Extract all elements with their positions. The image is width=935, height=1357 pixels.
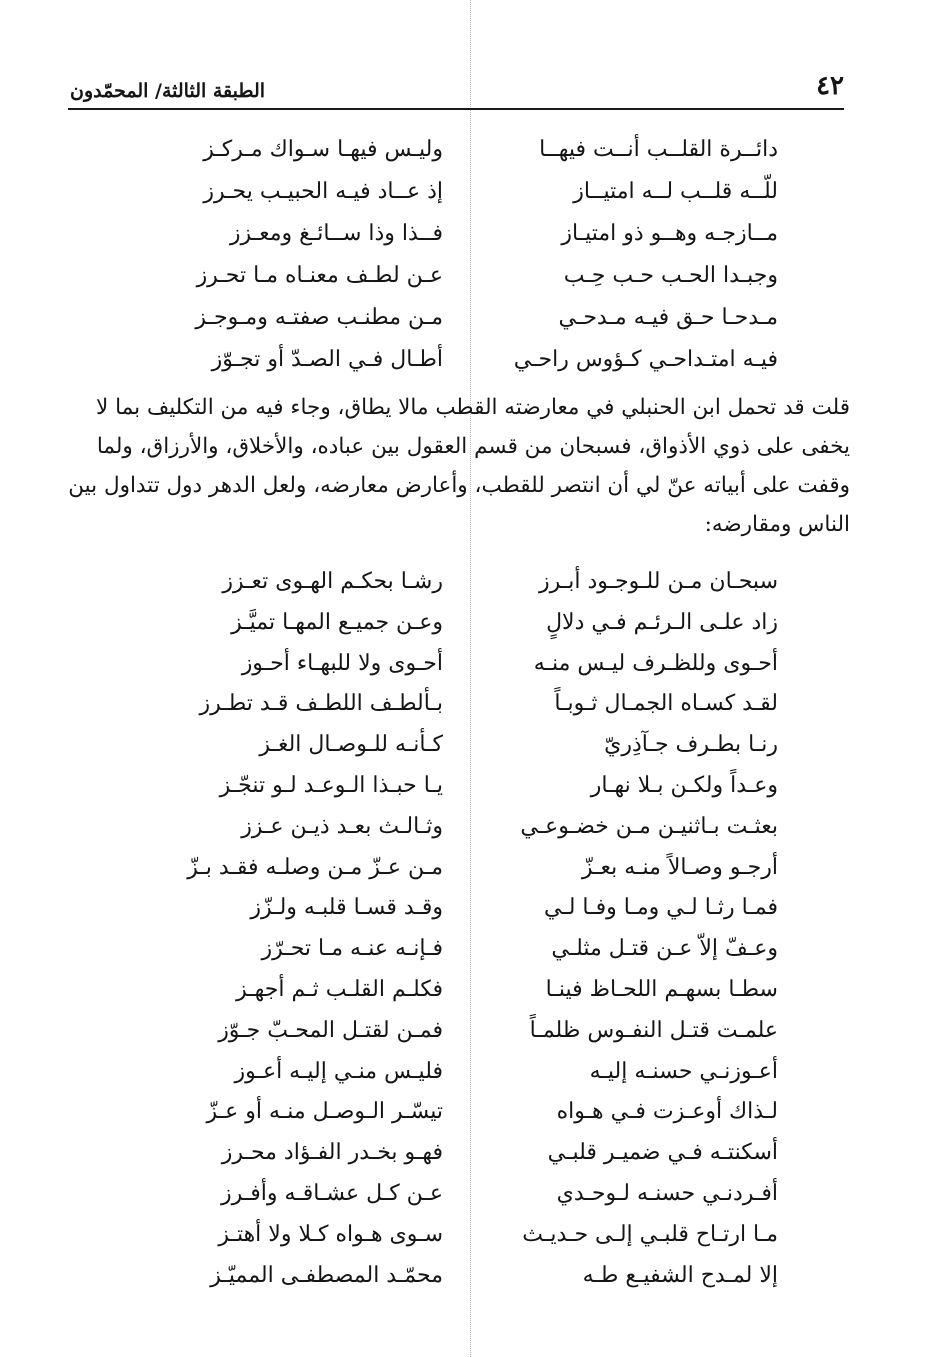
prose-paragraph (68, 388, 850, 544)
verse (118, 971, 818, 1012)
verse-first-hemistich: أحـوى وللظـرف ليـس منـه (533, 650, 778, 676)
running-title: الطبقة الثالثة/ المحمّدون (70, 80, 266, 102)
verse-second-hemistich: فمـن لقتـل المحـبّ جـوّز (218, 1017, 443, 1043)
verse-first-hemistich: وعـداً ولكـن بـلا نهـار (590, 772, 778, 798)
verse (118, 1012, 818, 1053)
verse (118, 726, 818, 767)
verse-first-hemistich: مــازجـه وهــو ذو امتيـاز (561, 221, 778, 246)
verse-second-hemistich: يـا حبـذا الـوعـد لـو تنجّـز (219, 772, 443, 798)
verse (118, 1216, 818, 1257)
verse (118, 849, 818, 890)
verse (118, 645, 818, 686)
prose-line: قلت قد تحمل ابن الحنبلي في معارضته القطب مالا يطاق، وجاء فيه من التكليف بما لا (96, 395, 850, 420)
verse-second-hemistich: إذ عــاد فيـه الحبيـب يحـرز (203, 179, 443, 204)
verse (118, 215, 818, 257)
prose-line: الناس ومقارضه: (704, 512, 850, 537)
verse (118, 1134, 818, 1175)
verse-second-hemistich: محمّـد المصطفـى المميّـز (210, 1262, 443, 1288)
verse-first-hemistich: بعثـت بـاثنيـن مـن خضـوعـي (520, 813, 778, 839)
verse (118, 563, 818, 604)
verse-second-hemistich: كـأنـه للـوصـال الغـز (259, 732, 443, 758)
verse-first-hemistich: أعـوزنـي حسنـه إليـه (589, 1058, 778, 1084)
verse-first-hemistich: فمـا رثـا لـي ومـا وفـا لـي (543, 895, 778, 921)
verse (118, 808, 818, 849)
verse-first-hemistich: أرجـو وصـالاً منـه بعـزّ (581, 854, 778, 880)
verse (118, 889, 818, 930)
verse-first-hemistich: سطـا بسهـم اللحـاظ فينـا (545, 976, 778, 1002)
verse (118, 930, 818, 971)
verse-second-hemistich: أحـوى ولا للبهـاء أحـوز (241, 650, 443, 676)
verse-first-hemistich: أسكنتـه فـي ضميـر قلبـي (547, 1140, 778, 1166)
verse-second-hemistich: فـإنـه عنـه مـا تحـرّز (261, 936, 443, 962)
verse-second-hemistich: فليـس منـي إليـه أعـوز (234, 1058, 443, 1084)
prose-line: وقفت على أبياته عنّ لي أن انتصر للقطب، وأعارض معارضه، ولعل الدهر دول تتداول بين (68, 473, 850, 498)
verse-second-hemistich: فهـو بخـدر الفـؤاد محـرز (221, 1140, 443, 1166)
verse-second-hemistich: بـألطـف اللطـف قـد تطـرز (199, 691, 443, 717)
verse-second-hemistich: سـوى هـواه كـلا ولا أهتـز (218, 1221, 443, 1247)
verse-second-hemistich: عـن كـل عشـاقـه وأفـرز (221, 1180, 443, 1206)
verse-first-hemistich: لقـد كسـاه الجمـال ثـوبـاً (554, 691, 778, 717)
verse (118, 299, 818, 341)
verse (118, 1257, 818, 1298)
verse (118, 1175, 818, 1216)
verse-second-hemistich: تيسّـر الـوصـل منـه أو عـزّ (206, 1099, 443, 1125)
prose-line: يخفى على ذوي الأذواق، فسبحان من قسم العقول بين عباده، والأخلاق، والأرزاق، ولما (96, 434, 850, 459)
verse (118, 257, 818, 299)
verse-second-hemistich: وثـالـث بعـد ذيـن عـزز (241, 813, 443, 839)
verse (118, 341, 818, 383)
verse-first-hemistich: فيـه امتـداحـي كـؤوس راحـي (513, 347, 778, 372)
verse (118, 173, 818, 215)
verse (118, 131, 818, 173)
verse (118, 1053, 818, 1094)
verse-first-hemistich: أفـردنـي حسنـه لـوحـدي (556, 1180, 778, 1206)
verse (118, 1093, 818, 1134)
verse-first-hemistich: مـدحـا حـق فيـه مـدحـي (558, 305, 778, 330)
verse (118, 767, 818, 808)
verse-second-hemistich: فــذا وذا ســائـغ ومعـزز (229, 221, 443, 246)
verse-first-hemistich: دائــرة القلــب أنــت فيهــا (539, 137, 778, 162)
poem-first (118, 131, 818, 383)
verse-second-hemistich: مـن عـزّ مـن وصلـه فقـد بـزّ (187, 854, 443, 880)
verse-first-hemistich: زاد علـى الـرئـم فـي دلالٍ (546, 609, 778, 635)
verse-first-hemistich: مـا ارتـاح قلبـي إلـى حـديـث (522, 1221, 778, 1247)
verse-first-hemistich: للّــه قلــب لــه امتيــاز (573, 179, 778, 204)
verse (118, 604, 818, 645)
verse-second-hemistich: مـن مطنـب صفتـه ومـوجـز (195, 305, 443, 330)
verse-first-hemistich: وعـفّ إلاّ عـن قتـل مثلـي (551, 936, 778, 962)
verse-second-hemistich: فكلـم القلـب ثـم أجهـز (236, 976, 443, 1002)
verse-first-hemistich: سبحـان مـن للـوجـود أبـرز (539, 569, 778, 594)
verse-first-hemistich: رنـا بطـرف جـآذِريّ (604, 732, 778, 758)
verse-second-hemistich: وليـس فيهـا سـواك مـركـز (203, 137, 443, 162)
verse-first-hemistich: لـذاك أوعـزت فـي هـواه (556, 1099, 778, 1125)
poem-second (118, 563, 818, 1297)
verse-second-hemistich: رشـا بحكـم الهـوى تعـزز (222, 569, 443, 594)
verse-second-hemistich: وقـد قسـا قلبـه ولـزّز (250, 895, 443, 921)
verse-first-hemistich: إلا لمـدح الشفيـع طـه (582, 1262, 778, 1288)
verse (118, 685, 818, 726)
page-number: ٤٢ (816, 71, 844, 101)
page-header (68, 70, 844, 110)
verse-second-hemistich: عـن لطـف معنـاه مـا تحـرز (196, 263, 443, 288)
verse-second-hemistich: أطـال فـي الصـدّ أو تجـوّز (211, 347, 443, 372)
verse-first-hemistich: علمـت قتـل النفـوس ظلمـاً (529, 1017, 778, 1043)
verse-first-hemistich: وجبـدا الحـب حـب حِـب (563, 263, 778, 288)
verse-second-hemistich: وعـن جميـع المهـا تميَّـز (231, 609, 443, 635)
